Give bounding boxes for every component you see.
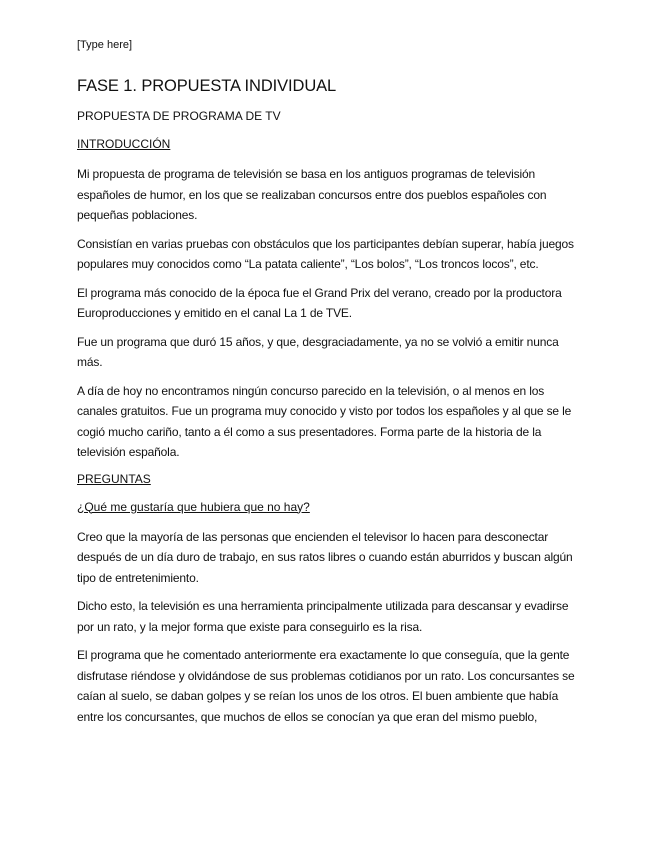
document-body <box>77 76 587 735</box>
header-placeholder[interactable]: [Type here] <box>77 39 133 51</box>
intro-paragraph: A día de hoy no encontramos ningún concurso parecido en la televisión, o al menos en los canales gratuitos. Fue un programa muy conocido y visto por todos los españoles y al que se le cogió mucho cariño, tanto a él como a sus presentadores. Forma parte de la historia de la televisión española. <box>77 383 572 459</box>
answer-paragraph: El programa que he comentado anteriormente era exactamente lo que conseguía, que la gente disfrutase riéndose y olvidándose de sus problemas cotidianos por un rato. Los concursantes se caían al suelo, se daban golpes y se reían los unos de los otros. El buen ambiente que había entre los concursantes, que muchos de ellos se conocían ya que eran del mismo pueblo, <box>77 648 575 724</box>
intro-heading: INTRODUCCIÓN <box>77 137 171 151</box>
intro-paragraph: Fue un programa que duró 15 años, y que, desgraciadamente, ya no se volvió a emitir nunca más. <box>77 334 559 369</box>
answer-paragraph: Dicho esto, la televisión es una herramienta principalmente utilizada para descansar y evadirse por un rato, y la mejor forma que existe para conseguirlo es la risa. <box>77 599 569 634</box>
intro-paragraph: Mi propuesta de programa de televisión se basa en los antiguos programas de televisión españoles de humor, en los que se realizaban concursos entre dos pueblos españoles con pequeñas poblaciones. <box>77 167 547 222</box>
document-title: FASE 1. PROPUESTA INDIVIDUAL <box>77 77 337 95</box>
document-subtitle: PROPUESTA DE PROGRAMA DE TV <box>77 109 281 123</box>
questions-heading: PREGUNTAS <box>77 471 151 486</box>
intro-paragraph: Consistían en varias pruebas con obstáculos que los participantes debían superar, había juegos populares muy conocidos como “La patata caliente”, “Los bolos”, “Los troncos locos”, etc. <box>77 236 574 271</box>
question-heading: ¿Qué me gustaría que hubiera que no hay? <box>77 499 310 514</box>
intro-paragraph: El programa más conocido de la época fue el Grand Prix del verano, creado por la productora Europroducciones y emitido en el canal La 1 de TVE. <box>77 285 562 320</box>
answer-paragraph: Creo que la mayoría de las personas que encienden el televisor lo hacen para desconectar después de un día duro de trabajo, en sus ratos libres o cuando están aburridos y buscan algún tipo de entretenimiento. <box>77 529 573 585</box>
